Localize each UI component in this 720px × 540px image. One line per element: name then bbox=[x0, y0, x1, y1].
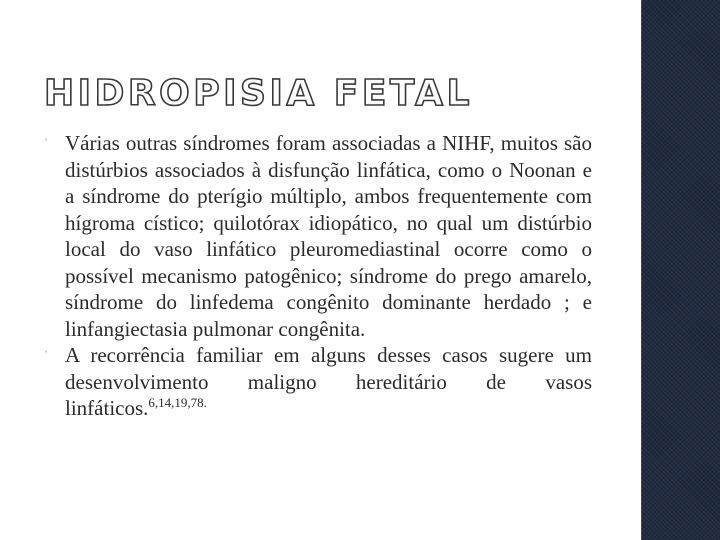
bullet-list bbox=[44, 130, 592, 422]
bullet-marker-icon: ˈ bbox=[44, 136, 48, 150]
decorative-side-panel bbox=[641, 0, 720, 540]
bullet-text: Várias outras síndromes foram associadas a NIHF, muitos são distúrbios associados à disfunção linfática, como o Noonan e a síndrome do pterígio múltiplo, ambos frequentemente com hígroma cístico; quilotórax idiopático, no qual um distúrbio local do vaso linfático pleuromediastinal ocorre como o possível mecanismo patogênico; síndrome do prego amarelo, síndrome do linfedema congênito dominante herdado ; e linfangiectasia pulmonar congênita. bbox=[65, 131, 592, 341]
bullet-item bbox=[44, 342, 592, 422]
bullet-text: A recorrência familiar em alguns desses casos sugere um desenvolvimento maligno hereditário de vasos linfáticos. bbox=[65, 343, 592, 420]
slide-title: HIDROPISIA FETAL bbox=[44, 73, 473, 114]
bullet-item bbox=[44, 130, 592, 342]
bullet-marker-icon: ˈ bbox=[44, 348, 48, 362]
citation-superscript: 6,14,19,78. bbox=[148, 395, 207, 410]
